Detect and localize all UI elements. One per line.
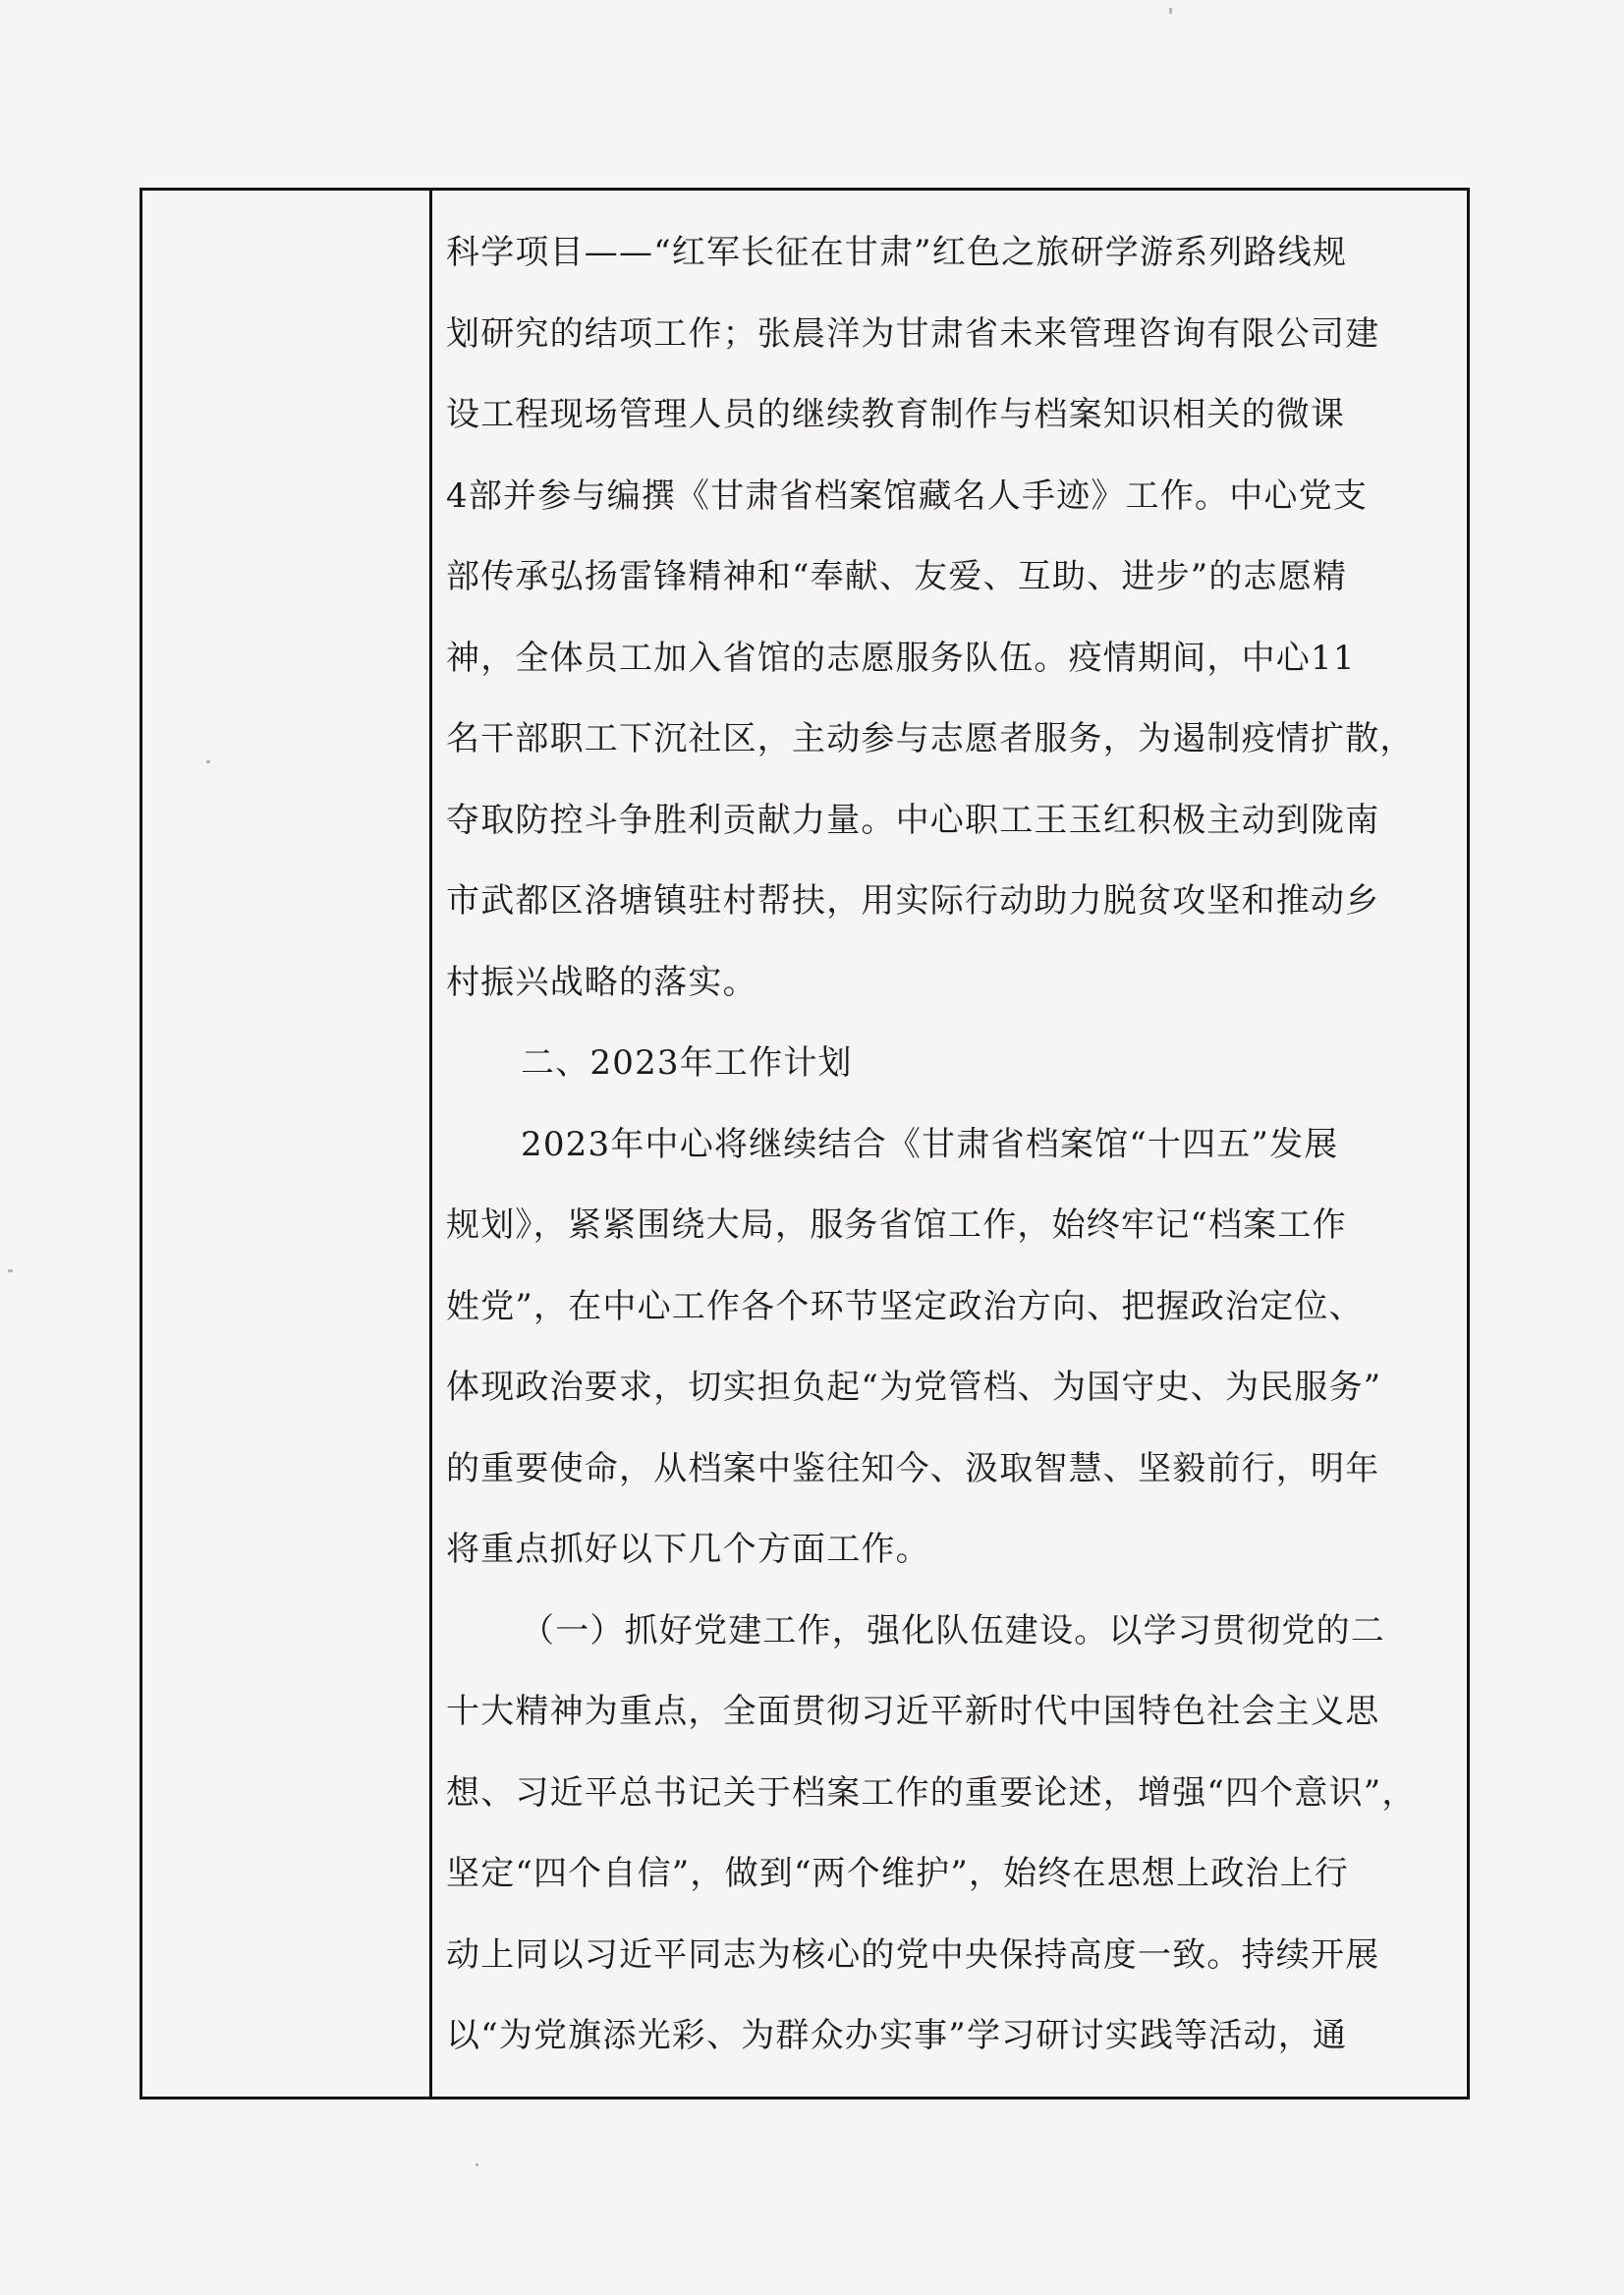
paragraph-first-line: 2023年中心将继续结合《甘肃省档案馆“十四五”发展 [521, 1124, 1339, 1164]
text-line: 想、习近平总书记关于档案工作的重要论述，增强“四个意识”， [446, 1772, 1417, 1813]
section-heading: 二、2023年工作计划 [521, 1043, 853, 1083]
scan-speck [476, 2163, 478, 2166]
text-line: 村振兴战略的落实。 [446, 962, 757, 1002]
text-line: 设工程现场管理人员的继续教育制作与档案知识相关的微课 [446, 395, 1346, 434]
text-line: 规划》，紧紧围绕大局，服务省馆工作，始终牢记“档案工作 [446, 1205, 1347, 1245]
scan-speck [1169, 8, 1172, 14]
subsection-heading: （一）抓好党建工作，强化队伍建设。以学习贯彻党的二 [521, 1610, 1385, 1651]
text-line: 夺取防控斗争胜利贡献力量。中心职工王玉红积极主动到陇南 [446, 800, 1380, 840]
text-line: 划研究的结项工作；张晨洋为甘肃省未来管理咨询有限公司建 [446, 313, 1380, 354]
text-line: 体现政治要求，切实担负起“为党管档、为国守史、为民服务” [446, 1368, 1382, 1407]
text-line: 动上同以习近平同志为核心的党中央保持高度一致。持续开展 [446, 1934, 1380, 1975]
text-line: 将重点抓好以下几个方面工作。 [446, 1530, 930, 1569]
text-line: 4部并参与编撰《甘肃省档案馆藏名人手迹》工作。中心党支 [446, 476, 1369, 516]
text-line: 名干部职工下沉社区，主动参与志愿者服务，为遏制疫情扩散， [446, 719, 1415, 758]
scan-speck [8, 1269, 13, 1272]
text-line: 科学项目——“红军长征在甘肃”红色之旅研学游系列路线规 [446, 233, 1348, 272]
text-line: 神，全体员工加入省馆的志愿服务队伍。疫情期间，中心11 [446, 638, 1356, 678]
text-line: 坚定“四个自信”，做到“两个维护”，始终在思想上政治上行 [446, 1854, 1350, 1893]
text-line: 市武都区洛塘镇驻村帮扶，用实际行动助力脱贫攻坚和推动乡 [446, 881, 1380, 921]
text-line: 部传承弘扬雷锋精神和“奉献、友爱、互助、进步”的志愿精 [446, 557, 1348, 596]
text-line: 十大精神为重点，全面贯彻习近平新时代中国特色社会主义思 [446, 1692, 1380, 1731]
text-line: 以“为党旗添光彩、为群众办实事”学习研讨实践等活动，通 [446, 2016, 1348, 2055]
text-line: 姓党”，在中心工作各个环节坚定政治方向、把握政治定位、 [446, 1286, 1364, 1326]
text-line: 的重要使命，从档案中鉴往知今、汲取智慧、坚毅前行，明年 [446, 1448, 1380, 1488]
form-table [140, 188, 1470, 2099]
label-column [142, 191, 432, 2097]
content-column [432, 191, 1467, 2097]
